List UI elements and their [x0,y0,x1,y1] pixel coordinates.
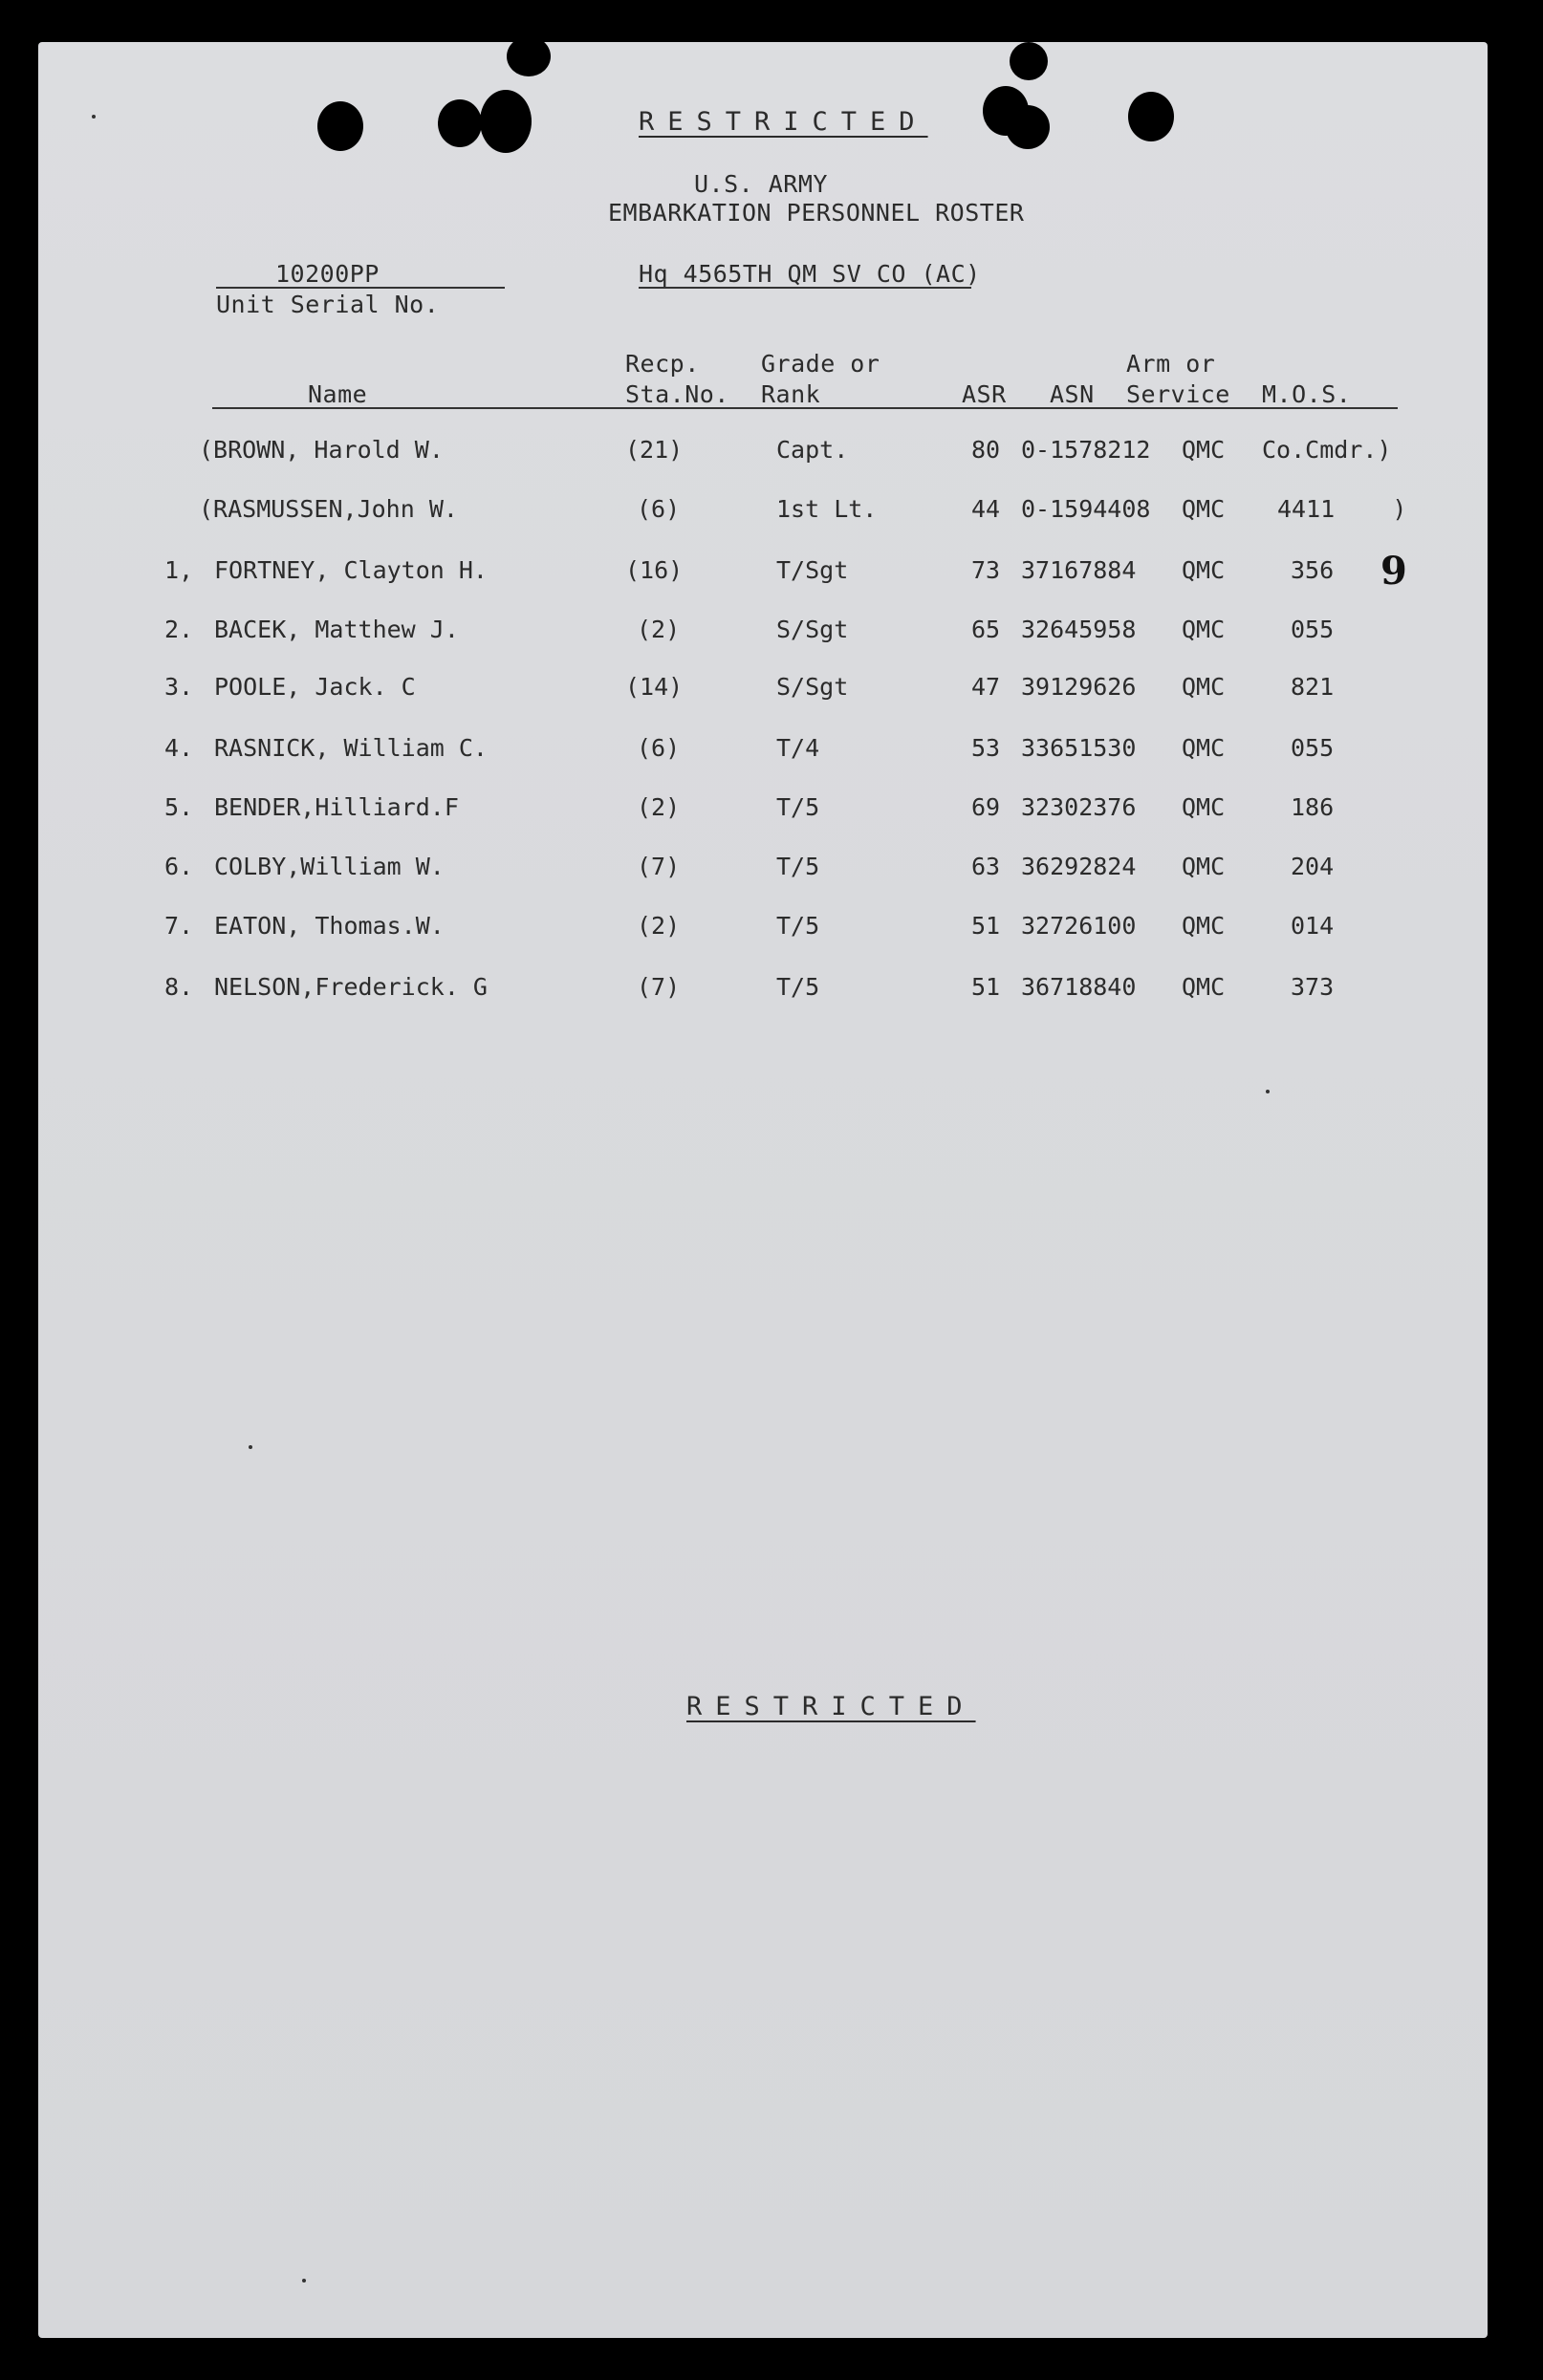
col-arm-line2: Service [1126,380,1230,408]
row-arm: QMC [1182,495,1226,523]
row-number: 6. [164,853,194,880]
punch-hole [317,101,363,151]
col-arm-line1: Arm or [1126,350,1216,378]
paper-speck [302,2279,306,2283]
col-name: Name [308,380,368,408]
row-number: 1, [164,556,194,584]
row-recp: (16) [625,556,684,584]
classification-bottom: RESTRICTED [686,1692,976,1721]
classification-top: RESTRICTED [639,107,928,137]
unit-name: Hq 4565TH QM SV CO (AC) [639,260,981,288]
table-row [38,912,1488,950]
row-mos: 014 [1291,912,1335,940]
paper-speck [1266,1090,1270,1093]
table-row [38,616,1488,654]
punch-hole [507,36,551,76]
row-mos: 055 [1291,616,1335,643]
row-arm: QMC [1182,616,1226,643]
row-number: 3. [164,673,194,701]
row-mos: 186 [1291,793,1335,821]
row-recp: (6) [637,734,681,762]
row-recp: (2) [637,616,681,643]
row-number: 8. [164,973,194,1001]
header-rule [212,407,1398,409]
row-asn: 32726100 [1021,912,1137,940]
punch-hole [1128,92,1174,141]
row-grade: T/4 [776,734,820,762]
table-row [38,973,1488,1011]
col-asr: ASR [962,380,1007,408]
page-number: 9 [1380,549,1407,594]
row-asn: 36718840 [1021,973,1137,1001]
row-arm: QMC [1182,734,1226,762]
row-name: (RASMUSSEN,John W. [199,495,458,523]
row-name: EATON, Thomas.W. [214,912,445,940]
row-name: NELSON,Frederick. G [214,973,488,1001]
row-number: 7. [164,912,194,940]
unit-name-underline [639,287,971,289]
row-grade: Capt. [776,436,849,464]
row-mos: Co.Cmdr.) [1262,436,1392,464]
table-row [38,853,1488,891]
unit-serial-value: 10200PP [275,260,380,288]
row-recp: (6) [637,495,681,523]
table-row [38,673,1488,711]
row-number: 5. [164,793,194,821]
row-mos: 373 [1291,973,1335,1001]
table-row [38,556,1488,595]
row-arm: QMC [1182,673,1226,701]
row-asr: 47 [971,673,1001,701]
row-grade: T/Sgt [776,556,849,584]
row-asn: 0-1594408 [1021,495,1151,523]
punch-hole [438,99,482,147]
row-name: BACEK, Matthew J. [214,616,459,643]
row-asn: 36292824 [1021,853,1137,880]
row-arm: QMC [1182,912,1226,940]
row-asr: 63 [971,853,1001,880]
punch-hole [1010,42,1048,80]
row-asr: 53 [971,734,1001,762]
row-asr: 80 [971,436,1001,464]
org-line: U.S. ARMY [694,170,828,198]
document-title: EMBARKATION PERSONNEL ROSTER [608,199,1025,227]
row-mos: 4411 ) [1277,495,1407,523]
row-asr: 73 [971,556,1001,584]
row-recp: (2) [637,912,681,940]
row-mos: 356 [1291,556,1335,584]
row-arm: QMC [1182,853,1226,880]
row-grade: S/Sgt [776,673,849,701]
row-number: 4. [164,734,194,762]
row-asn: 32645958 [1021,616,1137,643]
punch-hole [480,90,532,153]
row-asr: 51 [971,912,1001,940]
col-grade-line1: Grade or [761,350,880,378]
row-grade: S/Sgt [776,616,849,643]
row-recp: (2) [637,793,681,821]
row-mos: 821 [1291,673,1335,701]
row-asn: 0-1578212 [1021,436,1151,464]
row-recp: (7) [637,973,681,1001]
col-recp-line1: Recp. [625,350,700,378]
row-name: (BROWN, Harold W. [199,436,444,464]
row-mos: 204 [1291,853,1335,880]
paper-speck [249,1445,252,1449]
table-row [38,436,1488,474]
row-mos: 055 [1291,734,1335,762]
row-grade: T/5 [776,853,820,880]
col-asn: ASN [1050,380,1095,408]
row-recp: (21) [625,436,684,464]
row-name: BENDER,Hilliard.F [214,793,459,821]
row-arm: QMC [1182,793,1226,821]
row-asr: 69 [971,793,1001,821]
row-asr: 65 [971,616,1001,643]
document-page [38,42,1488,2338]
row-asr: 44 [971,495,1001,523]
row-name: FORTNEY, Clayton H. [214,556,488,584]
table-row [38,734,1488,772]
col-grade-line2: Rank [761,380,821,408]
row-asn: 32302376 [1021,793,1137,821]
table-row [38,793,1488,832]
row-arm: QMC [1182,556,1226,584]
row-name: COLBY,William W. [214,853,445,880]
row-name: POOLE, Jack. C [214,673,416,701]
row-recp: (7) [637,853,681,880]
row-grade: T/5 [776,973,820,1001]
row-asn: 37167884 [1021,556,1137,584]
row-grade: 1st Lt. [776,495,878,523]
row-name: RASNICK, William C. [214,734,488,762]
col-mos: M.O.S. [1262,380,1352,408]
row-arm: QMC [1182,436,1226,464]
row-grade: T/5 [776,912,820,940]
unit-serial-underline [216,287,505,289]
punch-hole [1006,105,1050,149]
table-row [38,495,1488,533]
row-grade: T/5 [776,793,820,821]
col-recp-line2: Sta.No. [625,380,729,408]
unit-serial-label: Unit Serial No. [216,291,440,318]
row-asr: 51 [971,973,1001,1001]
row-asn: 33651530 [1021,734,1137,762]
paper-speck [92,115,96,119]
row-asn: 39129626 [1021,673,1137,701]
row-recp: (14) [625,673,684,701]
row-number: 2. [164,616,194,643]
row-arm: QMC [1182,973,1226,1001]
